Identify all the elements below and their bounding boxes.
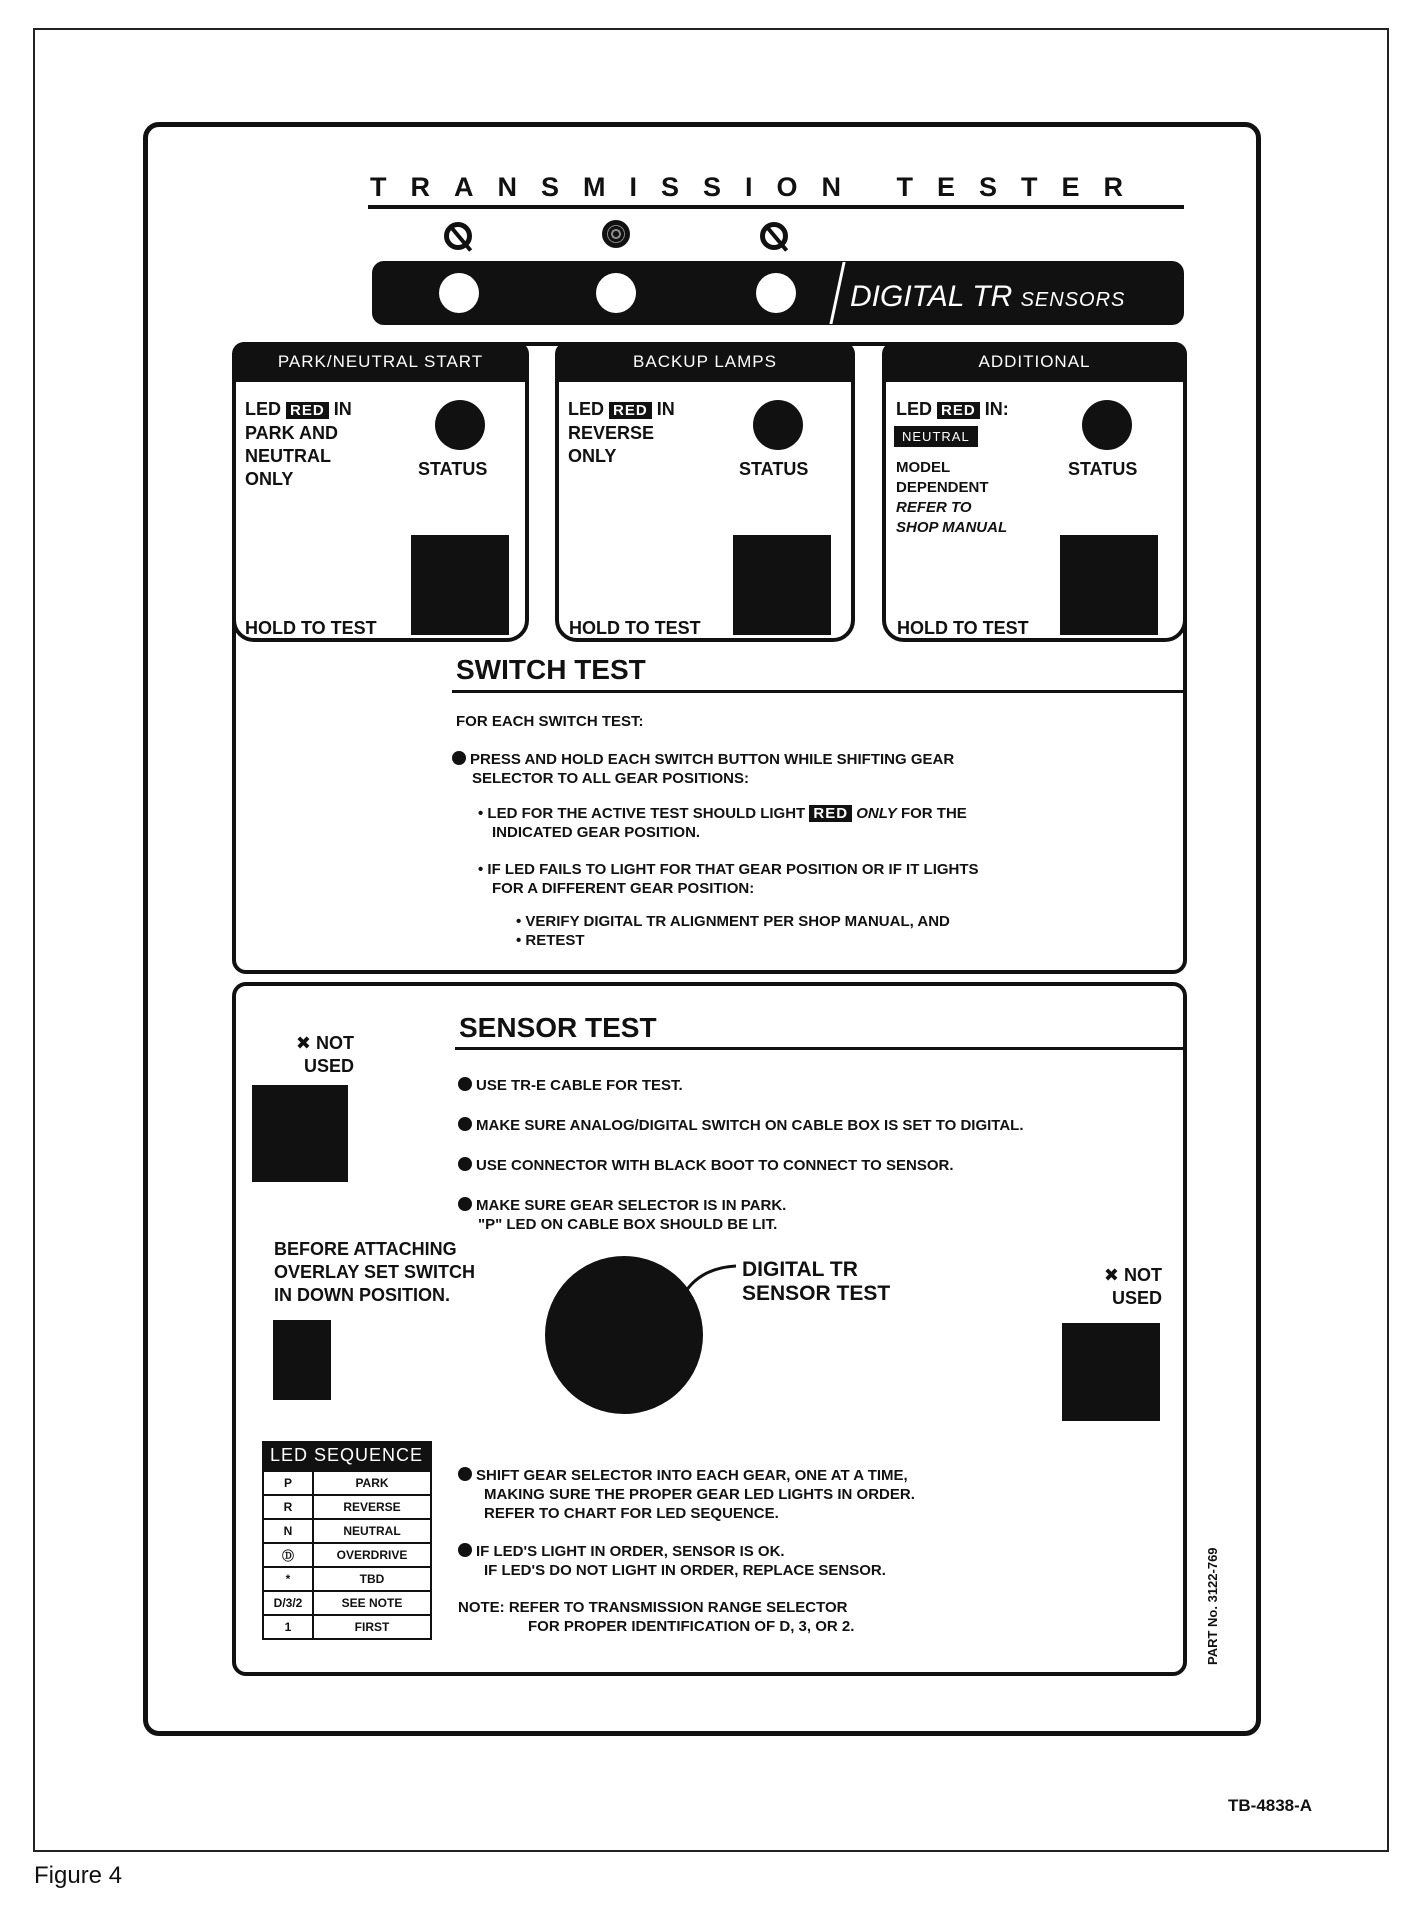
sensor-step-4: MAKE SURE GEAR SELECTOR IS IN PARK. "P" LED ON CABLE BOX SHOULD BE LIT. (458, 1196, 786, 1234)
park-neutral-status-led (435, 400, 485, 450)
table-cell: SEE NOTE (313, 1591, 431, 1615)
step-number-icon (452, 751, 466, 765)
not-used-right-button[interactable] (1062, 1323, 1160, 1421)
additional-led-text: LED RED IN: (896, 399, 1009, 419)
led-sequence-grid (262, 1470, 432, 1640)
switch-test-subbullets: • VERIFY DIGITAL TR ALIGNMENT PER SHOP MANUAL, AND • RETEST (516, 913, 950, 949)
not-used-left-button[interactable] (252, 1085, 348, 1182)
backup-lamps-test-button[interactable] (733, 535, 831, 635)
park-neutral-hold-label: HOLD TO TEST (245, 618, 377, 638)
sensor-step-5: SHIFT GEAR SELECTOR INTO EACH GEAR, ONE AT A TIME, MAKING SURE THE PROPER GEAR LED LIGHTS IN ORDER. REFER TO CHART FOR LED SEQUENCE. (458, 1466, 915, 1523)
before-attaching-label: BEFORE ATTACHING OVERLAY SET SWITCH IN DOWN POSITION. (274, 1239, 476, 1305)
sensor-test-rule (455, 1047, 1183, 1050)
digital-sensor-test-label: DIGITAL TR SENSOR TEST (742, 1258, 891, 1305)
table-cell: Ⓓ (263, 1543, 313, 1567)
prohibited-icon (760, 222, 788, 250)
document-id: TB-4838-A (1228, 1796, 1313, 1815)
page-title: TRANSMISSION TESTER (370, 172, 1148, 202)
status-led-1 (439, 273, 479, 313)
table-cell: 1 (263, 1615, 313, 1639)
backup-lamps-hold-label: HOLD TO TEST (569, 618, 701, 638)
lit-led-icon (602, 220, 630, 248)
table-row (263, 1567, 431, 1591)
led-sequence-table (262, 1441, 432, 1640)
table-cell: TBD (313, 1567, 431, 1591)
additional-header: ADDITIONAL (882, 342, 1187, 382)
sensor-step-3: USE CONNECTOR WITH BLACK BOOT TO CONNECT TO SENSOR. (458, 1156, 954, 1175)
switch-test-title: SWITCH TEST (456, 654, 646, 685)
park-neutral-test-button[interactable] (411, 535, 509, 635)
overlay-switch[interactable] (273, 1320, 331, 1400)
step-number-icon (458, 1467, 472, 1481)
table-cell: R (263, 1495, 313, 1519)
park-neutral-led-text: LED RED IN PARK AND NEUTRAL ONLY (245, 399, 352, 489)
step-number-icon (458, 1157, 472, 1171)
additional-status-label: STATUS (1068, 459, 1138, 479)
table-row (263, 1519, 431, 1543)
table-row (263, 1495, 431, 1519)
additional-desc: MODEL DEPENDENT REFER TO SHOP MANUAL (896, 459, 1008, 536)
step-number-icon (458, 1117, 472, 1131)
park-neutral-header: PARK/NEUTRAL START (232, 342, 529, 382)
sensor-step-2: MAKE SURE ANALOG/DIGITAL SWITCH ON CABLE BOX IS SET TO DIGITAL. (458, 1116, 1024, 1135)
backup-lamps-status-led (753, 400, 803, 450)
additional-status-led (1082, 400, 1132, 450)
table-cell: NEUTRAL (313, 1519, 431, 1543)
status-led-3 (756, 273, 796, 313)
digital-tr-sensors-label: DIGITAL TR SENSORS (850, 280, 1126, 313)
prohibited-icon (444, 222, 472, 250)
table-row (263, 1543, 431, 1567)
not-used-left-label: ✖ NOT USED (295, 1033, 354, 1076)
not-used-right-label: ✖ NOT USED (1103, 1265, 1162, 1308)
table-row (263, 1591, 431, 1615)
table-cell: N (263, 1519, 313, 1543)
pointer-line (680, 1258, 740, 1298)
backup-lamps-header: BACKUP LAMPS (555, 342, 855, 382)
sensor-test-title: SENSOR TEST (459, 1012, 657, 1043)
park-neutral-status-label: STATUS (418, 459, 488, 479)
led-sequence-title: LED SEQUENCE (262, 1441, 432, 1470)
status-led-2 (596, 273, 636, 313)
sensor-note: NOTE: REFER TO TRANSMISSION RANGE SELECTOR FOR PROPER IDENTIFICATION OF D, 3, OR 2. (458, 1599, 855, 1635)
table-row (263, 1615, 431, 1639)
sensor-step-6: IF LED'S LIGHT IN ORDER, SENSOR IS OK. IF LED'S DO NOT LIGHT IN ORDER, REPLACE SENSOR. (458, 1542, 886, 1580)
table-cell: * (263, 1567, 313, 1591)
table-cell: D/3/2 (263, 1591, 313, 1615)
switch-test-step-1: PRESS AND HOLD EACH SWITCH BUTTON WHILE SHIFTING GEAR SELECTOR TO ALL GEAR POSITIONS: (452, 750, 954, 788)
switch-test-bullet-1: • LED FOR THE ACTIVE TEST SHOULD LIGHT RED ONLY FOR THE INDICATED GEAR POSITION. (478, 805, 967, 841)
switch-test-intro: FOR EACH SWITCH TEST: (456, 713, 644, 730)
table-cell: FIRST (313, 1615, 431, 1639)
step-number-icon (458, 1077, 472, 1091)
step-number-icon (458, 1197, 472, 1211)
switch-test-rule (452, 690, 1185, 693)
neutral-badge: NEUTRAL (894, 426, 978, 447)
sensor-step-1: USE TR-E CABLE FOR TEST. (458, 1076, 683, 1095)
backup-lamps-status-label: STATUS (739, 459, 809, 479)
title-rule (368, 205, 1184, 209)
figure-caption: Figure 4 (34, 1862, 123, 1889)
table-cell: PARK (313, 1471, 431, 1495)
table-cell: REVERSE (313, 1495, 431, 1519)
backup-lamps-led-text: LED RED IN REVERSE ONLY (568, 399, 675, 466)
part-number: PART No. 3122-769 (1205, 1547, 1220, 1665)
table-row (263, 1471, 431, 1495)
table-cell: P (263, 1471, 313, 1495)
table-cell: OVERDRIVE (313, 1543, 431, 1567)
step-number-icon (458, 1543, 472, 1557)
additional-hold-label: HOLD TO TEST (897, 618, 1029, 638)
switch-test-bullet-2: • IF LED FAILS TO LIGHT FOR THAT GEAR POSITION OR IF IT LIGHTS FOR A DIFFERENT GEAR POSITION: (478, 861, 979, 897)
additional-test-button[interactable] (1060, 535, 1158, 635)
